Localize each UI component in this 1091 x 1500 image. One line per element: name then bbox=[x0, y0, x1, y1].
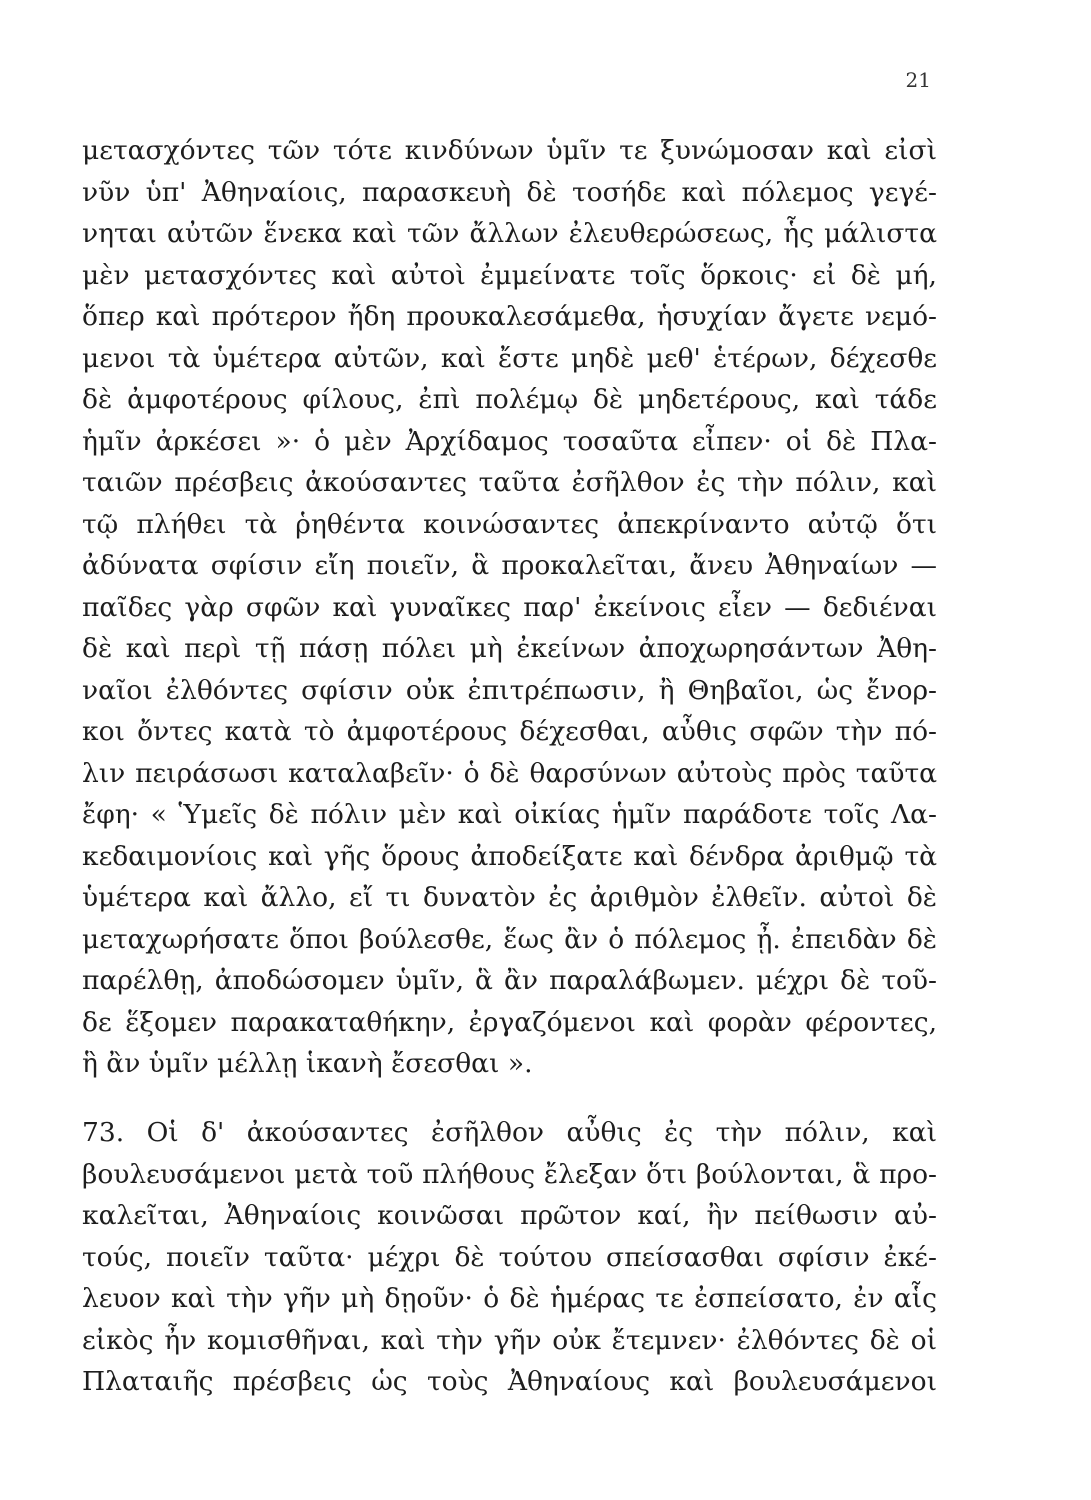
text-line: λευον καὶ τὴν γῆν μὴ δῃοῦν· ὁ δὲ ἡμέρας τε ἐσπείσατο, ἐν αἷς bbox=[82, 1283, 937, 1314]
text-line: παῖδες γὰρ σφῶν καὶ γυναῖκες παρ' ἐκείνοις εἶεν — δεδιέναι bbox=[82, 591, 937, 623]
text-line: τῷ πλήθει τὰ ῥηθέντα κοινώσαντες ἀπεκρίναντο αὐτῷ ὅτι bbox=[82, 508, 937, 540]
text-line: τούς, ποιεῖν ταῦτα· μέχρι δὲ τούτου σπείσασθαι σφίσιν ἐκέ- bbox=[82, 1241, 937, 1273]
text-line: ταιῶν πρέσβεις ἀκούσαντες ταῦτα ἐσῆλθον ἐς τὴν πόλιν, καὶ bbox=[82, 467, 937, 498]
text-line: 73. Οἱ δ' ἀκούσαντες ἐσῆλθον αὖθις ἐς τὴν πόλιν, καὶ bbox=[82, 1117, 937, 1148]
text-line: κοι ὄντες κατὰ τὸ ἀμφοτέρους δέχεσθαι, αὖθις σφῶν τὴν πό- bbox=[82, 716, 937, 747]
text-line: εἰκὸς ἦν κομισθῆναι, καὶ τὴν γῆν οὐκ ἔτεμνεν· ἐλθόντες δὲ οἱ bbox=[82, 1324, 937, 1356]
text-line: ἔφη· « Ὑμεῖς δὲ πόλιν μὲν καὶ οἰκίας ἡμῖν παράδοτε τοῖς Λα- bbox=[82, 799, 937, 830]
text-line: ὑμέτερα καὶ ἄλλο, εἴ τι δυνατὸν ἐς ἀριθμὸν ἐλθεῖν. αὐτοὶ δὲ bbox=[82, 882, 937, 913]
text-line: ἀδύνατα σφίσιν εἴη ποιεῖν, ἃ προκαλεῖται, ἄνευ Ἀθηναίων — bbox=[82, 550, 937, 581]
text-line: ὅπερ καὶ πρότερον ἤδη προυκαλεσάμεθα, ἡσυχίαν ἄγετε νεμό- bbox=[82, 301, 937, 332]
text-line: δε ἕξομεν παρακαταθήκην, ἐργαζόμενοι καὶ φορὰν φέροντες, bbox=[82, 1006, 937, 1038]
text-line: δὲ ἀμφοτέρους φίλους, ἐπὶ πολέμῳ δὲ μηδετέρους, καὶ τάδε bbox=[82, 384, 937, 415]
text-line: μὲν μετασχόντες καὶ αὐτοὶ ἐμμείνατε τοῖς ὅρκοις· εἰ δὲ μή, bbox=[82, 259, 937, 291]
text-line: Πλαταιῆς πρέσβεις ὡς τοὺς Ἀθηναίους καὶ βουλευσάμενοι bbox=[82, 1366, 937, 1397]
text-line: μεταχωρήσατε ὅποι βούλεσθε, ἕως ἂν ὁ πόλεμος ᾖ. ἐπειδὰν δὲ bbox=[82, 923, 937, 955]
text-line: ἡμῖν ἀρκέσει »· ὁ μὲν Ἀρχίδαμος τοσαῦτα εἶπεν· οἱ δὲ Πλα- bbox=[82, 425, 937, 457]
text-line: ἣ ἂν ὑμῖν μέλλῃ ἱκανὴ ἔσεσθαι ». bbox=[82, 1048, 533, 1079]
text-paragraph-2 bbox=[82, 1112, 937, 1403]
text-line: δὲ καὶ περὶ τῇ πάσῃ πόλει μὴ ἐκείνων ἀποχωρησάντων Ἀθη- bbox=[82, 633, 937, 664]
text-line: καλεῖται, Ἀθηναίοις κοινῶσαι πρῶτον καί, ἢν πείθωσιν αὐ- bbox=[82, 1200, 937, 1231]
text-line: ναῖοι ἐλθόντες σφίσιν οὐκ ἐπιτρέπωσιν, ἢ Θηβαῖοι, ὡς ἔνορ- bbox=[82, 674, 937, 706]
text-line: μενοι τὰ ὑμέτερα αὐτῶν, καὶ ἔστε μηδὲ μεθ' ἑτέρων, δέχεσθε bbox=[82, 342, 937, 374]
text-line: νηται αὐτῶν ἕνεκα καὶ τῶν ἄλλων ἐλευθερώσεως, ἧς μάλιστα bbox=[82, 218, 937, 249]
text-line: λιν πειράσωσι καταλαβεῖν· ὁ δὲ θαρσύνων αὐτοὺς πρὸς ταῦτα bbox=[82, 757, 937, 789]
text-line: παρέλθῃ, ἀποδώσομεν ὑμῖν, ἃ ἂν παραλάβωμεν. μέχρι δὲ τοῦ- bbox=[82, 965, 937, 996]
text-line: βουλευσάμενοι μετὰ τοῦ πλήθους ἔλεξαν ὅτι βούλονται, ἃ προ- bbox=[82, 1158, 937, 1190]
text-line: μετασχόντες τῶν τότε κινδύνων ὑμῖν τε ξυνώμοσαν καὶ εἰσὶ bbox=[82, 135, 937, 166]
text-line: νῦν ὑπ' Ἀθηναίοις, παρασκευὴ δὲ τοσήδε καὶ πόλεμος γεγέ- bbox=[82, 176, 937, 208]
text-paragraph-1 bbox=[82, 130, 937, 1085]
text-line: κεδαιμονίοις καὶ γῆς ὅρους ἀποδείξατε καὶ δένδρα ἀριθμῷ τὰ bbox=[82, 840, 937, 872]
page-number: 21 bbox=[905, 68, 931, 92]
